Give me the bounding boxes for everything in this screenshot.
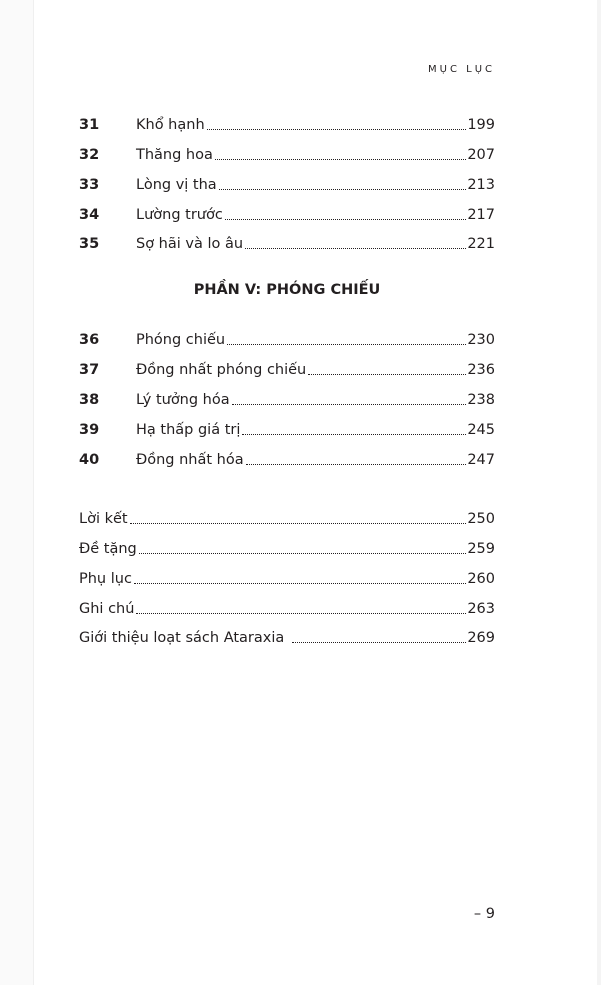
chapter-number: 32 <box>79 147 100 163</box>
chapter-number: 35 <box>79 236 100 252</box>
toc-entry <box>79 143 495 165</box>
running-header: MỤC LỤC <box>428 64 495 75</box>
chapter-number: 36 <box>79 332 100 348</box>
dot-leader <box>136 612 466 614</box>
toc-entry <box>79 232 495 254</box>
entry-title: Lời kết <box>79 511 128 527</box>
chapter-page: 230 <box>467 332 495 348</box>
toc-entry <box>79 173 495 195</box>
chapter-page: 213 <box>467 177 495 193</box>
page-margin-left <box>0 0 34 985</box>
entry-page: 250 <box>467 511 495 527</box>
chapter-page: 236 <box>467 362 495 378</box>
dot-leader <box>246 463 467 465</box>
toc-backmatter-entry <box>79 626 495 648</box>
toc-entry <box>79 113 495 135</box>
chapter-title: Lòng vị tha <box>136 177 217 193</box>
toc-entry <box>79 203 495 225</box>
chapter-page: 245 <box>467 422 495 438</box>
toc-entry <box>79 328 495 350</box>
section-heading: PHẦN V: PHÓNG CHIẾU <box>193 282 381 298</box>
entry-page: 269 <box>467 630 495 646</box>
dot-leader <box>232 403 467 405</box>
chapter-number: 31 <box>79 117 100 133</box>
entry-page: 263 <box>467 601 495 617</box>
dot-leader <box>242 433 466 435</box>
page-number: – 9 <box>473 906 495 922</box>
chapter-number: 40 <box>79 452 100 468</box>
chapter-number: 34 <box>79 207 100 223</box>
toc-entry <box>79 418 495 440</box>
dot-leader <box>207 128 467 130</box>
chapter-page: 247 <box>467 452 495 468</box>
entry-title: Giới thiệu loạt sách Ataraxia <box>79 630 285 646</box>
chapter-number: 37 <box>79 362 100 378</box>
entry-title: Đề tặng <box>79 541 137 557</box>
dot-leader <box>215 158 466 160</box>
chapter-page: 221 <box>467 236 495 252</box>
entry-page: 260 <box>467 571 495 587</box>
dot-leader <box>292 641 466 643</box>
dot-leader <box>219 188 467 190</box>
dot-leader <box>134 582 466 584</box>
chapter-page: 199 <box>467 117 495 133</box>
chapter-number: 33 <box>79 177 100 193</box>
chapter-title: Khổ hạnh <box>136 117 205 133</box>
entry-title: Phụ lục <box>79 571 132 587</box>
dot-leader <box>308 373 466 375</box>
chapter-title: Lý tưởng hóa <box>136 392 230 408</box>
chapter-page: 207 <box>467 147 495 163</box>
toc-backmatter-entry <box>79 597 495 619</box>
toc-entry <box>79 448 495 470</box>
toc-entry <box>79 388 495 410</box>
chapter-title: Lường trước <box>136 207 223 223</box>
chapter-title: Hạ thấp giá trị <box>136 422 241 438</box>
toc-backmatter-entry <box>79 537 495 559</box>
dot-leader <box>227 343 466 345</box>
entry-title: Ghi chú <box>79 601 135 617</box>
page-margin-right <box>597 0 601 985</box>
chapter-number: 39 <box>79 422 100 438</box>
chapter-page: 238 <box>467 392 495 408</box>
toc-backmatter-entry <box>79 507 495 529</box>
toc-backmatter-entry <box>79 567 495 589</box>
toc-entry <box>79 358 495 380</box>
dot-leader <box>130 522 467 524</box>
dot-leader <box>225 218 466 220</box>
dot-leader <box>139 552 467 554</box>
chapter-number: 38 <box>79 392 100 408</box>
chapter-page: 217 <box>467 207 495 223</box>
dot-leader <box>245 247 466 249</box>
chapter-title: Sợ hãi và lo âu <box>136 236 244 252</box>
chapter-title: Phóng chiếu <box>136 332 226 348</box>
chapter-title: Đồng nhất hóa <box>136 452 244 468</box>
entry-page: 259 <box>467 541 495 557</box>
chapter-title: Thăng hoa <box>136 147 213 163</box>
chapter-title: Đồng nhất phóng chiếu <box>136 362 307 378</box>
